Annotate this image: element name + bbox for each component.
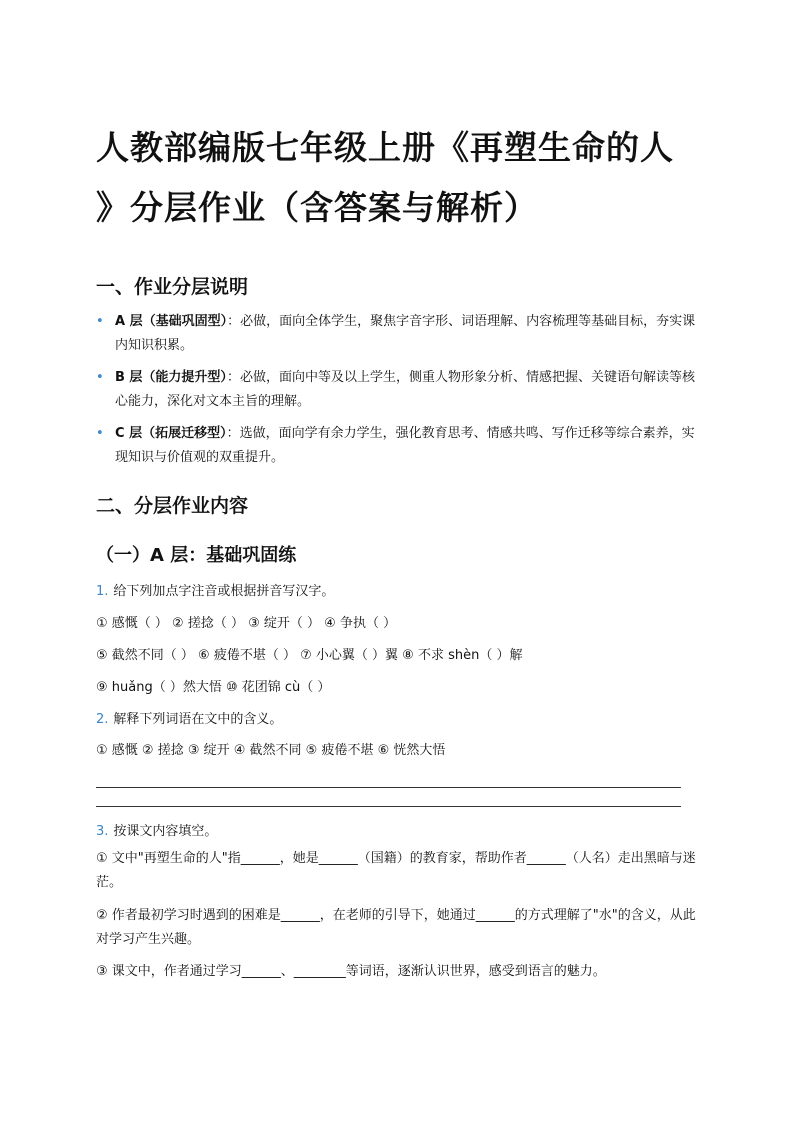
bullet-icon: •: [96, 370, 104, 385]
question-3-item-1: ① 文中"再塑生命的人"指______，她是______（国籍）的教育家，帮助作者______（人名）走出黑暗与迷茫。: [96, 851, 696, 890]
question-number: 1.: [96, 584, 109, 599]
answer-line: [96, 806, 681, 807]
question-3-item-3: ③ 课文中，作者通过学习______、________等词语，逐渐认识世界，感受到语言的魅力。: [96, 964, 606, 979]
question-3-item-2: ② 作者最初学习时遇到的困难是______，在老师的引导下，她通过______的方式理解了"水"的含义，从此对学习产生兴趣。: [96, 908, 696, 947]
question-number: 3.: [96, 824, 109, 839]
section-heading-2: 二、分层作业内容: [96, 495, 249, 517]
section-heading-1: 一、作业分层说明: [96, 276, 249, 298]
title-line-1: 人教部编版七年级上册《再塑生命的人: [96, 128, 674, 167]
question-3: 3. 按课文内容填空。: [96, 824, 218, 839]
question-2: 2. 解释下列词语在文中的含义。: [96, 712, 283, 727]
question-1: 1. 给下列加点字注音或根据拼音写汉字。: [96, 584, 335, 599]
question-1-row-3: ⑨ huǎng（ ）然大悟 ⑩ 花团锦 cù（ ）: [96, 680, 331, 695]
question-number: 2.: [96, 712, 109, 727]
layer-description-list: [96, 310, 696, 478]
list-item: • A 层（基础巩固型）：必做，面向全体学生，聚焦字音字形、词语理解、内容梳理等基础目标，夯实课内知识积累。: [96, 310, 696, 358]
bullet-icon: •: [96, 426, 104, 441]
document-title: [96, 118, 706, 238]
subsection-heading-a: （一）A 层：基础巩固练: [96, 545, 297, 566]
bullet-icon: •: [96, 314, 104, 329]
question-1-row-1: ① 感慨（ ） ② 搓捻（ ） ③ 绽开（ ） ④ 争执（ ）: [96, 616, 397, 631]
question-2-row-1: ① 感慨 ② 搓捻 ③ 绽开 ④ 截然不同 ⑤ 疲倦不堪 ⑥ 恍然大悟: [96, 743, 446, 758]
list-item: • C 层（拓展迁移型）：选做，面向学有余力学生，强化教育思考、情感共鸣、写作迁移等综合素养，实现知识与价值观的双重提升。: [96, 422, 696, 470]
title-line-2: 》分层作业（含答案与解析）: [96, 188, 538, 227]
answer-line: [96, 787, 681, 788]
list-item: • B 层（能力提升型）：必做，面向中等及以上学生，侧重人物形象分析、情感把握、关键语句解读等核心能力，深化对文本主旨的理解。: [96, 366, 696, 414]
question-1-row-2: ⑤ 截然不同（ ） ⑥ 疲倦不堪（ ） ⑦ 小心翼（ ）翼 ⑧ 不求 shèn（ ）解: [96, 648, 523, 663]
